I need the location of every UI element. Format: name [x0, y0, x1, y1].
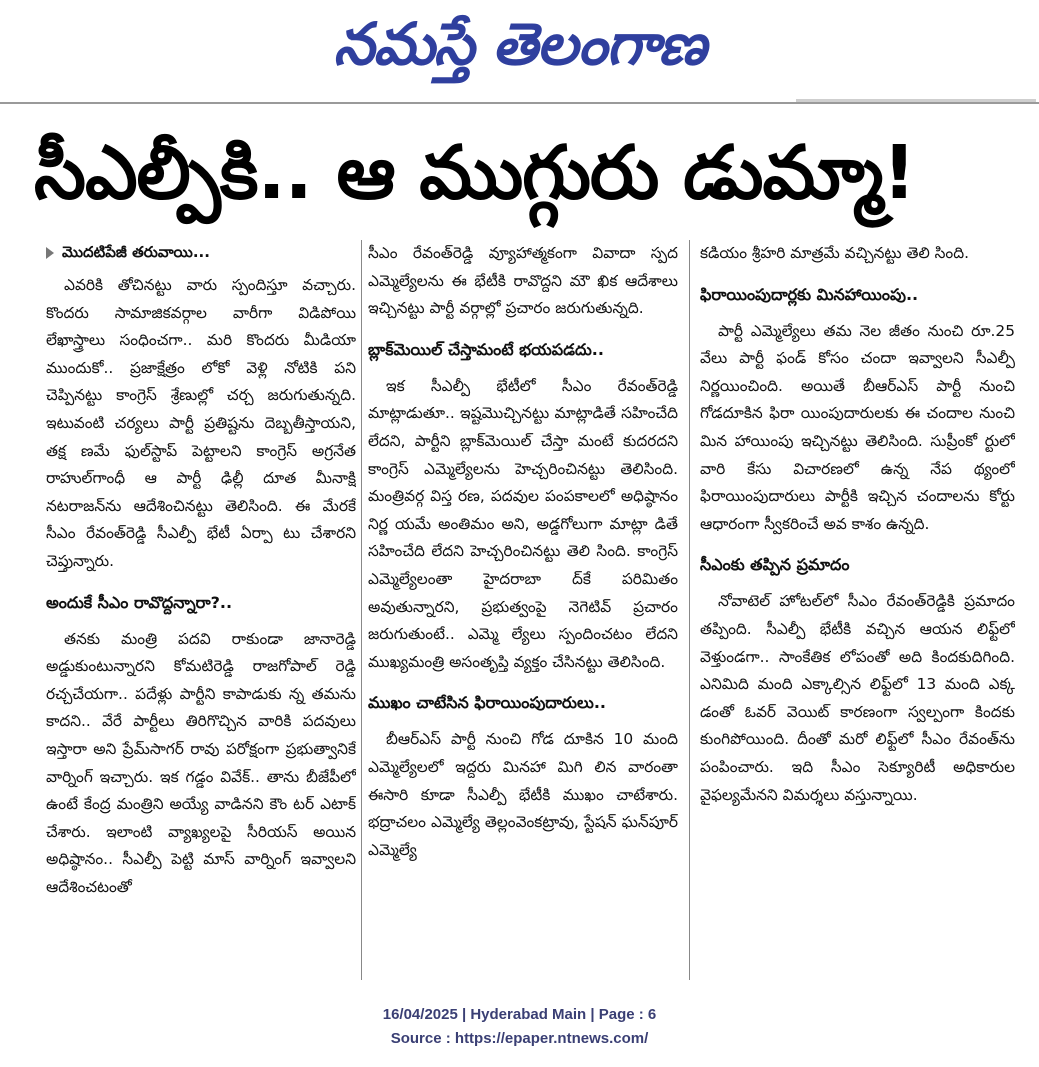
subheading: బ్లాక్‌మెయిల్‌ చేస్తామంటే భయపడదు..	[368, 339, 604, 359]
article-column-2	[368, 240, 678, 980]
paragraph: ఎవరికి తోచినట్టు వారు స్పందిస్తూ వచ్చారు. కొందరు సామాజికవర్గాల వారీగా విడిపోయి లేఖాస్త్రాలు సంధించగా.. మరి కొందరు మీడియా ముందుకో.. ప్రజాక్షేత్రం లోకో వెళ్లి నోటికి పని చెప్పినట్టు కాంగ్రెస్‌ శ్రేణుల్లో చర్చ జరుగుతున్నది. ఇటువంటి చర్యలు పార్టీ ప్రతిష్టను దెబ్బతీస్తాయని, తక్ష ణమే ఫుల్‌స్టాప్‌ పెట్టాలని కాంగ్రెస్‌ అగ్రనేత రాహుల్‌గాంధీ ఆ పార్టీ ఢిల్లీ దూత మీనాక్షి నటరాజన్‌ను ఆదేశించినట్టు తెలిసింది. ఈ మేరకే సీఎం రేవంత్‌రెడ్డి సీఎల్పీ భేటీ ఏర్పా టు చేశారని చెప్తున్నారు.	[46, 276, 356, 570]
masthead-divider	[0, 102, 1039, 104]
subheading: ఫిరాయింపుదార్లకు మినహాయింపు..	[700, 284, 919, 304]
paragraph: పార్టీ ఎమ్మెల్యేలు తమ నెల జీతం నుంచి రూ.25 వేలు పార్టీ ఫండ్‌ కోసం చందా ఇవ్వాలని సీఎల్పీ నిర్ణయించింది. అయితే బీఆర్‌ఎస్‌ పార్టీ నుంచి గోడదూకిన ఫిరా యింపుదారులకు ఈ చందాల నుంచి మిన హాయింపు ఇచ్చినట్టు తెలిసింది. సుప్రీంకో ర్టులో వారి కేసు విచారణలో ఉన్న నేప థ్యంలో ఫిరాయింపుదారులు పార్టీకి ఇచ్చిన చందాలను కోర్టు ఆధారంగా స్వీకరించే అవ కాశం ఉన్నది.	[700, 321, 1015, 533]
article-column-1	[46, 240, 356, 980]
article-column-3	[700, 240, 1015, 980]
footer-date-edition-page: 16/04/2025 | Hyderabad Main | Page : 6	[382, 1006, 657, 1023]
paragraph: కడియం శ్రీహరి మాత్రమే వచ్చినట్టు తెలి సింది.	[700, 244, 969, 262]
article-headline: సీఎల్పీకి.. ఆ ముగ్గురు డుమ్మా!	[34, 130, 916, 216]
paragraph: బీఆర్‌ఎస్‌ పార్టీ నుంచి గోడ దూకిన 10 మంది ఎమ్మెల్యేలలో ఇద్దరు మినహా మిగి లిన వారంతా ఈసారి కూడా సీఎల్పీ భేటీకి ముఖం చాటేశారు. భద్రాచలం ఎమ్మెల్యే తెల్లంవెంకట్రావు, స్టేషన్‌ ఘన్‌పూర్‌ ఎమ్మెల్యే	[368, 730, 678, 859]
subheading: సీఎంకు తప్పిన ప్రమాదం	[700, 555, 850, 575]
paragraph: ఇక సీఎల్పీ భేటీలో సీఎం రేవంత్‌రెడ్డి మాట్లాడుతూ.. ఇష్టమొచ్చినట్టు మాట్లాడితే సహించేది లేదని, పార్టీని బ్లాక్‌మెయిల్‌ చేస్తా మంటే కుదరదని కాంగ్రెస్‌ ఎమ్మెల్యేలను హెచ్చరించినట్టు తెలిసింది. మంత్రివర్గ విస్త రణ, పదవుల పంపకాలలో అధిష్ఠానం నిర్ణ యమే అంతిమం అని, అడ్డగోలుగా మాట్లా డితే సహించేది లేదని హెచ్చరించినట్టు తెలి సింది. కాంగ్రెస్‌ ఎమ్మెల్యేలంతా హైదరాబా ద్‌కే పరిమితం అవుతున్నారని, ప్రభుత్వంపై నెగెటివ్‌ ప్రచారం జరుగుతుంటే.. ఎమ్మె ల్యేలు స్పందించటం లేదని ముఖ్యమంత్రి అసంతృప్తి వ్యక్తం చేసినట్టు తెలిసింది.	[368, 376, 678, 671]
continuation-text: మొదటిపేజీ తరువాయి...	[62, 243, 210, 261]
paragraph: తనకు మంత్రి పదవి రాకుండా జానారెడ్డి అడ్డుకుంటున్నారని కోమటిరెడ్డి రాజగోపాల్‌ రెడ్డి రచ్చచేయగా.. పదేళ్లు పార్టీని కాపాడుకు న్న తమను కాదని.. వేరే పార్టీలు తిరిగొచ్చిన వారికి పదవులు ఇస్తారా అని ప్రేమ్‌సాగర్‌ రావు పరోక్షంగా ప్రభుత్వానికే వార్నింగ్‌ ఇచ్చారు. ఇక గడ్డం వివేక్‌.. తాను బీజేపీలో ఉంటే కేంద్ర మంత్రిని అయ్యే వాడినని కౌం టర్‌ ఎటాక్‌ చేశారు. ఇలాంటి వ్యాఖ్యలపై సీరియస్‌ అయిన అధిష్ఠానం.. సీఎల్పీ పెట్టి మాస్‌ వార్నింగ్‌ ఇవ్వాలని ఆదేశించటంతో	[46, 629, 356, 896]
footer-source-link[interactable]: Source : https://epaper.ntnews.com/	[390, 1030, 649, 1047]
subheading: అందుకే సీఎం రావొద్దన్నారా?..	[46, 592, 233, 612]
paragraph: సీఎం రేవంత్‌రెడ్డి వ్యూహాత్మకంగా వివాదా స్పద ఎమ్మెల్యేలను ఈ భేటీకి రావొద్దని మౌ ఖిక ఆదేశాలు ఇచ్చినట్టు పార్టీ వర్గాల్లో ప్రచారం జరుగుతున్నది.	[368, 244, 678, 318]
paragraph: నోవాటెల్‌ హోటల్‌లో సీఎం రేవంత్‌రెడ్డికి ప్రమాదం తప్పింది. సీఎల్పీ భేటీకి వచ్చిన ఆయన లిఫ్ట్‌లో వెళ్తుండగా.. సాంకేతిక లోపంతో అది కిందకుదిగింది. ఎనిమిది మంది ఎక్కాల్సిన లిఫ్ట్‌లో 13 మంది ఎక్క డంతో ఓవర్‌ వెయిట్‌ కారణంగా స్వల్పంగా కిందకు కుంగిపోయింది. దీంతో మరో లిఫ్ట్‌లో సీఎం రేవంత్‌ను పంపించారు. ఇది సీఎం సెక్యూరిటీ అధికారుల వైఫల్యమేనని విమర్శలు వస్తున్నాయి.	[700, 592, 1015, 804]
column-divider	[689, 240, 690, 980]
chevron-right-icon	[46, 247, 54, 259]
continuation-label	[46, 240, 356, 264]
newspaper-logo: నమస్తే తెలంగాణ	[333, 10, 706, 78]
column-divider	[361, 240, 362, 980]
masthead	[0, 0, 1039, 104]
subheading: ముఖం చాటేసిన ఫిరాయింపుదారులు..	[368, 693, 606, 713]
